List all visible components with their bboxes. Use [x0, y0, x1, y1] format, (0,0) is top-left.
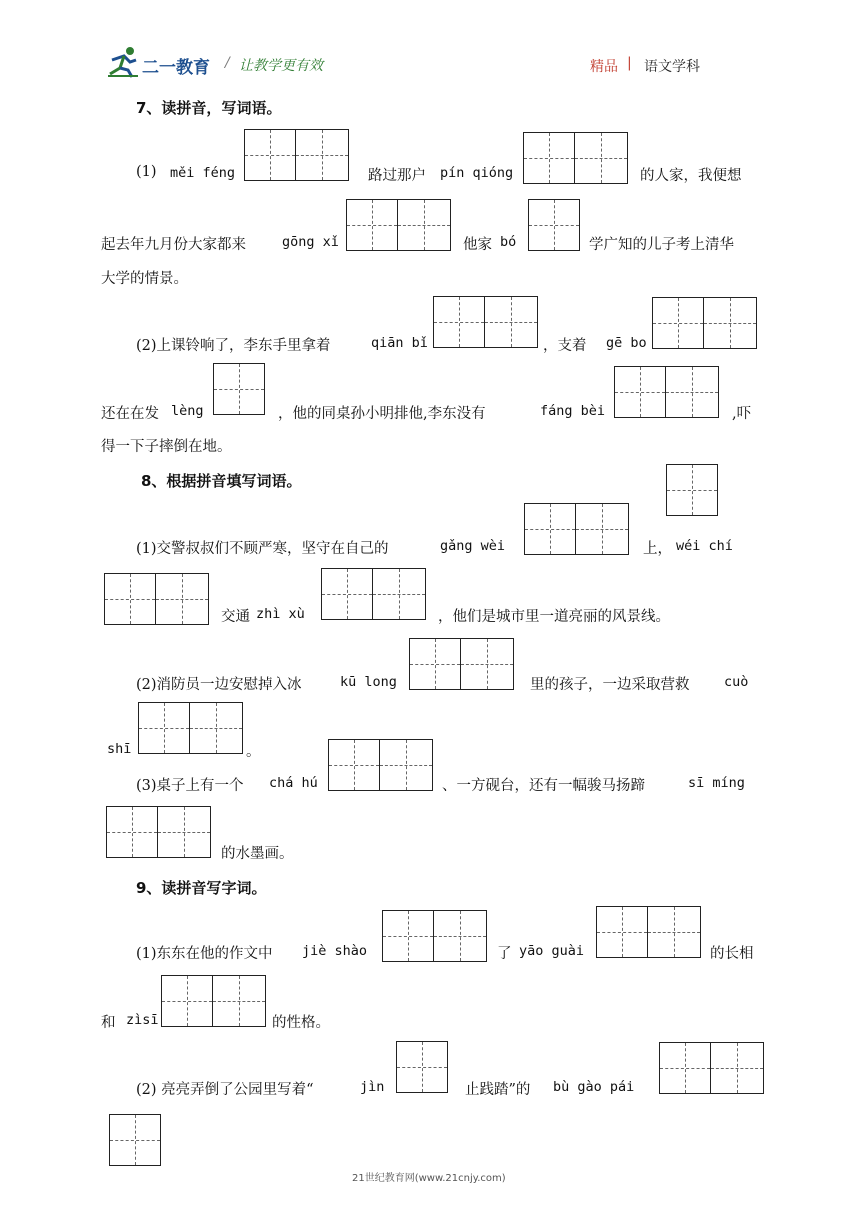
pinyin: sī míng	[688, 775, 745, 791]
footer-text: 21世纪教育网(www.21cnjy.com)	[352, 1173, 506, 1184]
pinyin: shī	[107, 741, 132, 757]
pinyin: gē bo	[606, 335, 647, 351]
sentence-text: 的人家，我便想	[640, 168, 742, 184]
tag-quality: 精品	[590, 59, 618, 75]
pinyin: gǎng wèi	[440, 538, 506, 554]
answer-grid[interactable]	[161, 975, 266, 1027]
sentence-text: 的性格。	[272, 1015, 330, 1031]
pinyin: yāo guài	[519, 943, 585, 959]
answer-grid[interactable]	[106, 806, 211, 858]
pinyin: fáng bèi	[540, 403, 606, 419]
sentence-text: (1)交警叔叔们不顾严寒，坚守在自己的	[136, 541, 389, 557]
answer-grid[interactable]	[652, 297, 757, 349]
sentence-text: 止践踏”的	[465, 1082, 531, 1098]
logo-text: 二一教育	[142, 58, 210, 78]
answer-grid[interactable]	[596, 906, 701, 958]
sentence-text: 、一方砚台，还有一幅骏马扬蹄	[442, 778, 645, 794]
pinyin: pín qióng	[440, 165, 514, 181]
sentence-text: 交通	[221, 609, 250, 625]
tag-separator: |	[627, 55, 632, 71]
sentence-text: (2)上课铃响了，李东手里拿着	[136, 338, 331, 354]
pinyin: jiè shào	[302, 943, 368, 959]
sentence-text: ,吓	[732, 406, 752, 422]
answer-grid[interactable]	[213, 363, 265, 415]
answer-grid[interactable]	[528, 199, 580, 251]
answer-grid[interactable]	[614, 366, 719, 418]
sentence-text: (2)消防员一边安慰掉入冰	[136, 677, 302, 693]
pinyin: cuò	[724, 674, 749, 690]
answer-grid[interactable]	[321, 568, 426, 620]
sentence-text: 。	[246, 744, 261, 760]
sentence-text: ，他们是城市里一道亮丽的风景线。	[438, 609, 670, 625]
tag-subject: 语文学科	[644, 59, 700, 75]
pinyin: zhì xù	[256, 606, 305, 622]
sentence-text: 起去年九月份大家都来	[101, 237, 246, 253]
pinyin: bù gào pái	[553, 1079, 635, 1095]
sentence-text: 他家	[463, 237, 492, 253]
answer-grid[interactable]	[666, 464, 718, 516]
answer-grid[interactable]	[138, 702, 243, 754]
header-slash: /	[225, 55, 230, 71]
sentence-text: 路过那户	[368, 168, 426, 184]
pinyin: bó	[500, 234, 517, 250]
answer-grid[interactable]	[244, 129, 349, 181]
sentence-text: ，他的同桌孙小明排他,李东没有	[278, 406, 486, 422]
pinyin: měi féng	[170, 165, 236, 181]
slogan: 让教学更有效	[239, 58, 323, 74]
pinyin: qiān bǐ	[371, 335, 428, 351]
pinyin: jìn	[360, 1079, 385, 1095]
answer-grid[interactable]	[396, 1041, 448, 1093]
answer-grid[interactable]	[409, 638, 514, 690]
answer-grid[interactable]	[433, 296, 538, 348]
sentence-text: ，支着	[543, 338, 587, 354]
sentence-text: 得一下子摔倒在地。	[101, 439, 232, 455]
runner-logo-icon	[106, 46, 140, 78]
answer-grid[interactable]	[382, 910, 487, 962]
sentence-text: 上，	[643, 541, 672, 557]
answer-grid[interactable]	[523, 132, 628, 184]
answer-grid[interactable]	[659, 1042, 764, 1094]
section-title: 9、读拼音写字词。	[136, 879, 267, 897]
sentence-text: 和	[101, 1015, 116, 1031]
section-title: 8、根据拼音填写词语。	[141, 472, 302, 490]
sentence-text: 了	[497, 946, 512, 962]
sentence-text: 里的孩子，一边采取营救	[530, 677, 690, 693]
sentence-text: 还在在发	[101, 406, 159, 422]
answer-grid[interactable]	[104, 573, 209, 625]
sentence-text: 的水墨画。	[221, 846, 294, 862]
answer-grid[interactable]	[346, 199, 451, 251]
pinyin: kū long	[340, 674, 397, 690]
pinyin: chá hú	[269, 775, 318, 791]
question-label: (1)	[136, 164, 157, 180]
section-title: 7、读拼音，写词语。	[136, 99, 282, 117]
sentence-text: (2) 亮亮弄倒了公园里写着“	[136, 1082, 314, 1098]
sentence-text: (3)桌子上有一个	[136, 778, 244, 794]
sentence-text: 大学的情景。	[101, 271, 188, 287]
sentence-text: 的长相	[710, 946, 754, 962]
answer-grid[interactable]	[524, 503, 629, 555]
answer-grid[interactable]	[328, 739, 433, 791]
answer-grid[interactable]	[109, 1114, 161, 1166]
pinyin: zìsī	[126, 1012, 159, 1028]
pinyin: wéi chí	[676, 538, 733, 554]
pinyin: lèng	[171, 403, 204, 419]
sentence-text: 学广知的儿子考上清华	[589, 237, 734, 253]
pinyin: gōng xǐ	[282, 234, 339, 250]
sentence-text: (1)东东在他的作文中	[136, 946, 273, 962]
